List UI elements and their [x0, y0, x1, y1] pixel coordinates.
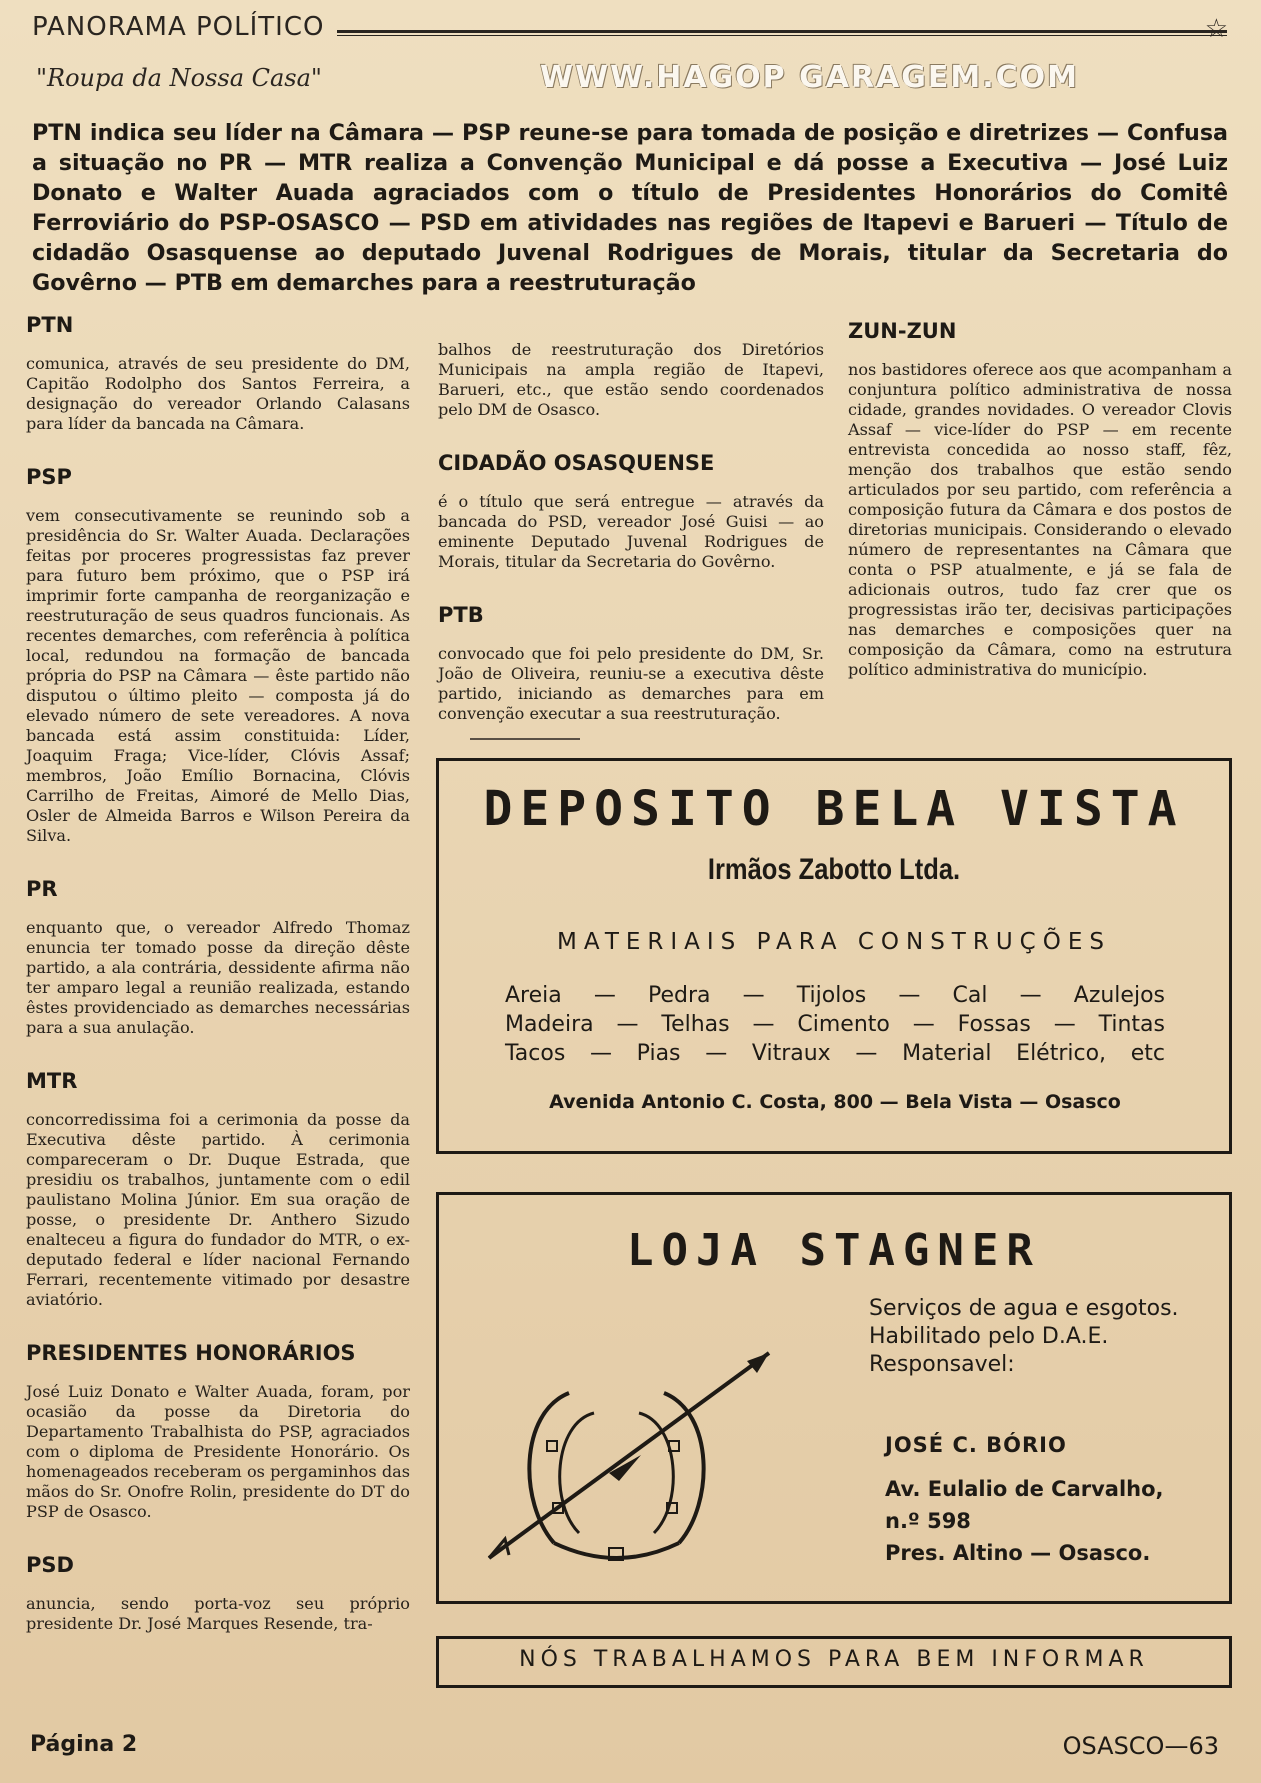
headline: PTN indica seu líder na Câmara — PSP reune-se para tomada de posição e diretrizes — Confusa a situação no PR — MTR realiza a Convenção Municipal e dá posse a Executiva — José Luiz Donato e Walter Auada agraciados com o título de Presidentes Honorários do Comitê Ferroviário do PSP-OSASCO — PSD em atividades nas regiões de Itapevi e Barueri — Título de cidadão Osasquense ao deputado Juvenal Rodrigues de Morais, titular da Secretaria do Govêrno — PTB em demarches para a reestruturação [32, 120, 1228, 296]
section-text-ptn: comunica, através de seu presidente do DM, Capitão Rodolpho dos Santos Ferreira, a designação do vereador Orlando Calasans para líder da bancada na Câmara. [26, 354, 410, 433]
advertisement-deposito [436, 758, 1232, 1154]
section-text-pr: enquanto que, o vereador Alfredo Thomaz enuncia ter tomado posse da direção dêste partido, a ala contrária, dessidente afirma não ter amparo legal a reunião realizada, estando êstes providenciado as demarches necessárias para a sua anulação. [26, 918, 410, 1037]
section-text-presidentes: José Luiz Donato e Walter Auada, foram, por ocasião da posse da Diretoria do Departamento Trabalhista do PSP, agraciados com o diploma de Presidente Honorário. Os homenageados receberam os pergaminhos das mãos do Sr. Onofre Rolin, presidente do DT do PSP de Osasco. [26, 1382, 410, 1521]
section-text-cidadao: é o título que será entregue — através da bancada do PSD, vereador José Guisi — ao eminente Deputado Juvenal Rodrigues de Morais, titular da Secretaria do Govêrno. [438, 492, 824, 571]
header-rule [337, 30, 1227, 36]
advertisement-loja [436, 1192, 1232, 1604]
section-heading-pr: PR [26, 877, 58, 901]
star-icon: ☆ [1204, 14, 1228, 44]
ad-service-text: Serviços de agua e esgotos. [869, 1296, 1179, 1321]
section-heading-psp: PSP [26, 465, 72, 489]
slogan-banner [436, 1636, 1232, 1688]
section-text-psd: anuncia, sendo porta-voz seu próprio presidente Dr. José Marques Resende, tra- [26, 1594, 410, 1633]
section-heading-zunzun: ZUN-ZUN [848, 319, 957, 343]
section-text-mtr: concorredissima foi a cerimonia da posse da Executiva dêste partido. À cerimonia compareceram o Dr. Duque Estrada, que presidiu os trabalhos, juntamente com o edil paulistano Molina Júnior. Em sua oração de posse, o presidente Dr. Anthero Sizudo enalteceu a figura do fundador do MTR, o ex-deputado federal e líder nacional Fernando Ferrari, recentemente vitimado por desastre aviatório. [26, 1110, 410, 1309]
section-text-ptb: convocado que foi pelo presidente do DM, Sr. João de Oliveira, reuniu-se a executiva dêste partido, iniciando as demarches para em convenção executar a sua reestruturação. [438, 644, 824, 723]
ad-company: Irmãos Zabotto Ltda. [707, 853, 961, 886]
ad-services [869, 1295, 1199, 1379]
ad-product-line: Madeira — Telhas — Cimento — Fossas — Tintas [505, 1012, 1165, 1037]
continued-text: balhos de reestruturação dos Diretórios Municipais na ampla região de Itapevi, Barueri, etc., que estão sendo coordenados pelo DM de Osasco. [438, 340, 824, 419]
column-name: "Roupa da Nossa Casa" [36, 64, 322, 92]
slogan-text: NÓS TRABALHAMOS PARA BEM INFORMAR [519, 1647, 1149, 1672]
edition-label: OSASCO—63 [1062, 1732, 1219, 1760]
divider [470, 738, 580, 740]
column-middle [438, 340, 824, 754]
ad-city: Pres. Altino — Osasco. [885, 1541, 1151, 1565]
column-right [848, 318, 1232, 710]
ad-title: DEPOSITO BELA VISTA [483, 781, 1185, 837]
ad-product-list [505, 981, 1165, 1068]
page-header [32, 12, 1228, 42]
ad-person-name: JOSÉ C. BÓRIO [885, 1433, 1067, 1457]
horseshoe-arrow-logo [479, 1343, 779, 1573]
section-text-psp: vem consecutivamente se reunindo sob a presidência do Sr. Walter Auada. Declarações feitas por proceres progressistas faz prever para futuro bem próximo, que o PSP irá imprimir forte campanha de reorganização e reestruturação de seus quadros funcionais. As recentes demarches, com referência à política local, redundou na formação de bancada própria do PSP na Câmara — êste partido não disputou o último pleito — composta já do elevado número de sete vereadores. A nova bancada está assim constituida: Líder, Joaquim Fraga; Vice-líder, Clóvis Assaf; membros, João Emílio Bornacina, Clóvis Carrilho de Freitas, Aimoré de Mello Dias, Osler de Almeida Barros e Wilson Pereira da Silva. [26, 506, 410, 845]
section-heading-cidadao: CIDADÃO OSASQUENSE [438, 451, 715, 475]
section-name: PANORAMA POLÍTICO [32, 12, 325, 42]
section-heading-ptn: PTN [26, 313, 74, 337]
ad-address: Avenida Antonio C. Costa, 800 — Bela Vista — Osasco [549, 1091, 1121, 1113]
section-text-zunzun: nos bastidores oferece aos que acompanham a conjuntura político administrativa de nossa cidade, grandes novidades. O vereador Clovis Assaf — vice-líder do PSP — em recente entrevista concedida ao nosso staff, fêz, menção dos trabalhos que estão sendo articulados por seu partido, com referência a composição futura da Câmara e dos postos de diretorias municipais. Considerando o elevado número de representantes na Câmara que conta o PSP atualmente, e já se fala de adicionais outros, tudo faz crer que os progressistas irão ter, decisivas participações nas demarches e composições quer na composição da Câmara, como na estrutura político administrativa do município. [848, 360, 1232, 679]
watermark: WWW.HAGOP GARAGEM.COM [540, 60, 1080, 95]
section-heading-mtr: MTR [26, 1069, 78, 1093]
ad-responsible-label: Responsavel: [869, 1352, 1015, 1377]
section-heading-presidentes: PRESIDENTES HONORÁRIOS [26, 1341, 356, 1365]
page-number: Página 2 [30, 1732, 138, 1757]
ad-product-line: Areia — Pedra — Tijolos — Cal — Azulejos [505, 983, 1165, 1008]
column-left [26, 312, 410, 1664]
ad-license: Habilitado pelo D.A.E. [869, 1324, 1109, 1349]
ad-title: LOJA STAGNER [627, 1225, 1041, 1276]
ad-category: MATERIAIS PARA CONSTRUÇÕES [557, 929, 1111, 955]
section-heading-psd: PSD [26, 1553, 74, 1577]
ad-product-line: Tacos — Pias — Vitraux — Material Elétrico, etc [505, 1041, 1165, 1066]
ad-address: Av. Eulalio de Carvalho, n.º 598 [885, 1477, 1164, 1533]
section-heading-ptb: PTB [438, 603, 484, 627]
